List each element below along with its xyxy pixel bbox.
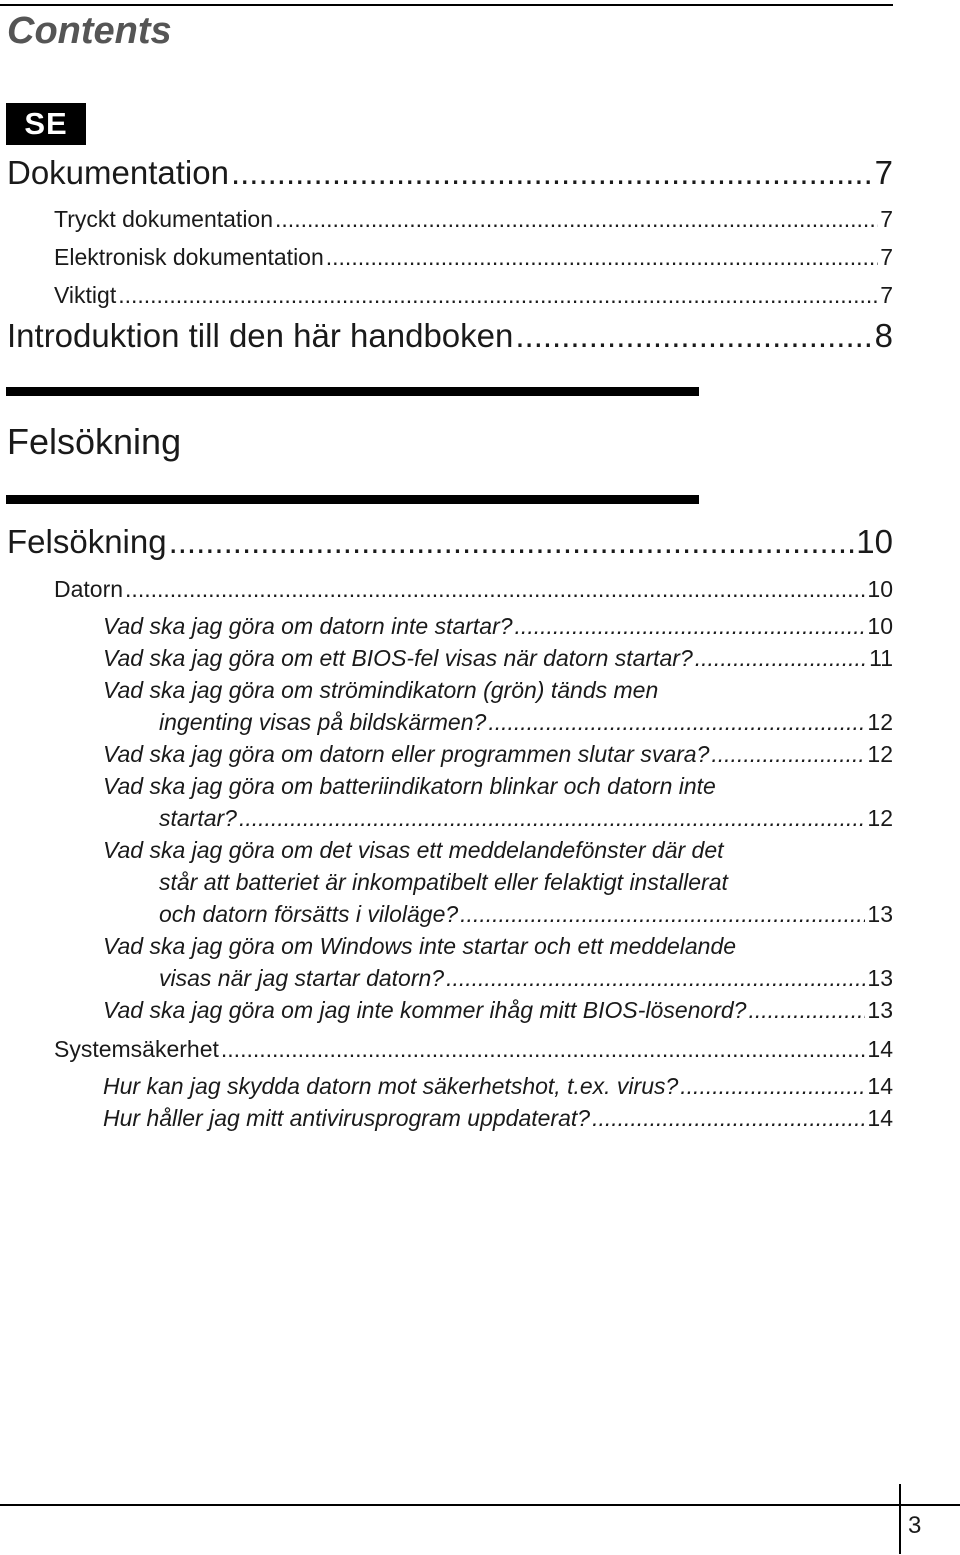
toc-dot-leader bbox=[695, 645, 867, 672]
toc-entry-viktigt[interactable] bbox=[54, 282, 893, 309]
toc-dot-leader bbox=[231, 154, 873, 192]
toc-entry-slutar-svara[interactable] bbox=[103, 741, 893, 768]
toc-dot-leader bbox=[125, 576, 865, 603]
toc-entry-title: ingenting visas på bildskärmen? bbox=[159, 709, 487, 735]
toc-entry-title: Hur håller jag mitt antivirusprogram uppdaterat? bbox=[103, 1105, 591, 1131]
toc-dot-leader bbox=[680, 1073, 865, 1100]
toc-entry-page: 12 bbox=[867, 805, 893, 831]
toc-dot-leader bbox=[748, 997, 865, 1024]
toc-entry-page: 10 bbox=[867, 576, 893, 602]
toc-entry-sakerhetshot[interactable] bbox=[103, 1073, 893, 1100]
toc-dot-leader bbox=[221, 1036, 866, 1063]
toc-entry-title-line: Vad ska jag göra om det visas ett meddelandefönster där det bbox=[103, 837, 724, 863]
toc-dot-leader bbox=[326, 244, 878, 271]
toc-entry-datorn[interactable] bbox=[54, 576, 893, 603]
toc-entry-bios-losenord[interactable] bbox=[103, 997, 893, 1024]
toc-entry-title-line: står att batteriet är inkompatibelt eller felaktigt installerat bbox=[159, 869, 728, 895]
toc-dot-leader bbox=[460, 901, 865, 928]
toc-entry-page: 13 bbox=[867, 997, 893, 1023]
toc-dot-leader bbox=[275, 206, 878, 233]
toc-entry-title: Viktigt bbox=[54, 282, 117, 308]
toc-entry-felsokning[interactable] bbox=[7, 523, 893, 561]
toc-dot-leader bbox=[118, 282, 878, 309]
toc-entry-title: Vad ska jag göra om datorn eller programmen slutar svara? bbox=[103, 741, 710, 767]
toc-entry-batteriindikatorn[interactable] bbox=[159, 805, 893, 832]
toc-entry-page: 10 bbox=[856, 523, 893, 560]
toc-entry-page: 13 bbox=[867, 901, 893, 927]
toc-entry-antivirusprogram[interactable] bbox=[103, 1105, 893, 1132]
toc-entry-title: Felsökning bbox=[7, 523, 167, 560]
toc-entry-page: 12 bbox=[867, 741, 893, 767]
toc-entry-page: 8 bbox=[874, 317, 893, 354]
toc-entry-page: 14 bbox=[867, 1105, 893, 1131]
toc-entry-systemsakerhet[interactable] bbox=[54, 1036, 893, 1063]
footer-rule bbox=[0, 1504, 960, 1506]
toc-entry-page: 11 bbox=[869, 645, 893, 671]
toc-dot-leader bbox=[711, 741, 865, 768]
section-rule-top bbox=[6, 387, 699, 396]
toc-entry-title: Systemsäkerhet bbox=[54, 1036, 219, 1062]
toc-entry-title: Elektronisk dokumentation bbox=[54, 244, 324, 270]
toc-dot-leader bbox=[169, 523, 855, 561]
toc-entry-introduktion[interactable] bbox=[7, 317, 893, 355]
toc-dot-leader bbox=[515, 317, 872, 355]
toc-entry-title: Vad ska jag göra om ett BIOS-fel visas när datorn startar? bbox=[103, 645, 693, 671]
toc-entry-title: Vad ska jag göra om jag inte kommer ihåg mitt BIOS-lösenord? bbox=[103, 997, 747, 1023]
toc-entry-title: och datorn försätts i viloläge? bbox=[159, 901, 459, 927]
footer-divider bbox=[899, 1484, 901, 1554]
toc-entry-page: 7 bbox=[880, 282, 893, 308]
toc-entry-tryckt-dokumentation[interactable] bbox=[54, 206, 893, 233]
toc-entry-page: 7 bbox=[874, 154, 893, 191]
toc-entry-bios-fel[interactable] bbox=[103, 645, 893, 672]
toc-entry-stromindikatorn[interactable] bbox=[159, 709, 893, 736]
toc-entry-page: 7 bbox=[880, 244, 893, 270]
toc-entry-dokumentation[interactable] bbox=[7, 154, 893, 192]
language-badge: SE bbox=[6, 103, 86, 145]
toc-entry-page: 14 bbox=[867, 1036, 893, 1062]
toc-entry-title-line: Vad ska jag göra om Windows inte startar och ett meddelande bbox=[103, 933, 737, 959]
toc-dot-leader bbox=[239, 805, 865, 832]
toc-entry-page: 7 bbox=[880, 206, 893, 232]
toc-entry-title: Vad ska jag göra om datorn inte startar? bbox=[103, 613, 513, 639]
section-rule-bottom bbox=[6, 495, 699, 504]
toc-entry-title-line: Vad ska jag göra om batteriindikatorn blinkar och datorn inte bbox=[103, 773, 716, 799]
toc-entry-page: 10 bbox=[867, 613, 893, 639]
toc-entry-title-line: Vad ska jag göra om strömindikatorn (grön) tänds men bbox=[103, 677, 659, 703]
top-rule bbox=[0, 4, 893, 6]
section-title: Felsökning bbox=[7, 421, 182, 462]
toc-entry-title: Hur kan jag skydda datorn mot säkerhetshot, t.ex. virus? bbox=[103, 1073, 679, 1099]
page-title: Contents bbox=[7, 10, 172, 52]
toc-entry-windows-startar-inte[interactable] bbox=[159, 965, 893, 992]
toc-entry-title: Tryckt dokumentation bbox=[54, 206, 274, 232]
toc-entry-title: startar? bbox=[159, 805, 237, 831]
toc-entry-datorn-startar-inte[interactable] bbox=[103, 613, 893, 640]
toc-entry-page: 12 bbox=[867, 709, 893, 735]
toc-dot-leader bbox=[515, 613, 866, 640]
toc-entry-page: 14 bbox=[867, 1073, 893, 1099]
toc-entry-elektronisk-dokumentation[interactable] bbox=[54, 244, 893, 271]
toc-entry-title: Dokumentation bbox=[7, 154, 229, 191]
page-number: 3 bbox=[908, 1512, 922, 1539]
toc-entry-title: Introduktion till den här handboken bbox=[7, 317, 514, 354]
toc-entry-title: visas när jag startar datorn? bbox=[159, 965, 445, 991]
toc-dot-leader bbox=[446, 965, 865, 992]
toc-entry-batteriet-inkompatibelt[interactable] bbox=[159, 901, 893, 928]
toc-entry-title: Datorn bbox=[54, 576, 124, 602]
toc-dot-leader bbox=[488, 709, 865, 736]
toc-entry-page: 13 bbox=[867, 965, 893, 991]
toc-dot-leader bbox=[592, 1105, 865, 1132]
